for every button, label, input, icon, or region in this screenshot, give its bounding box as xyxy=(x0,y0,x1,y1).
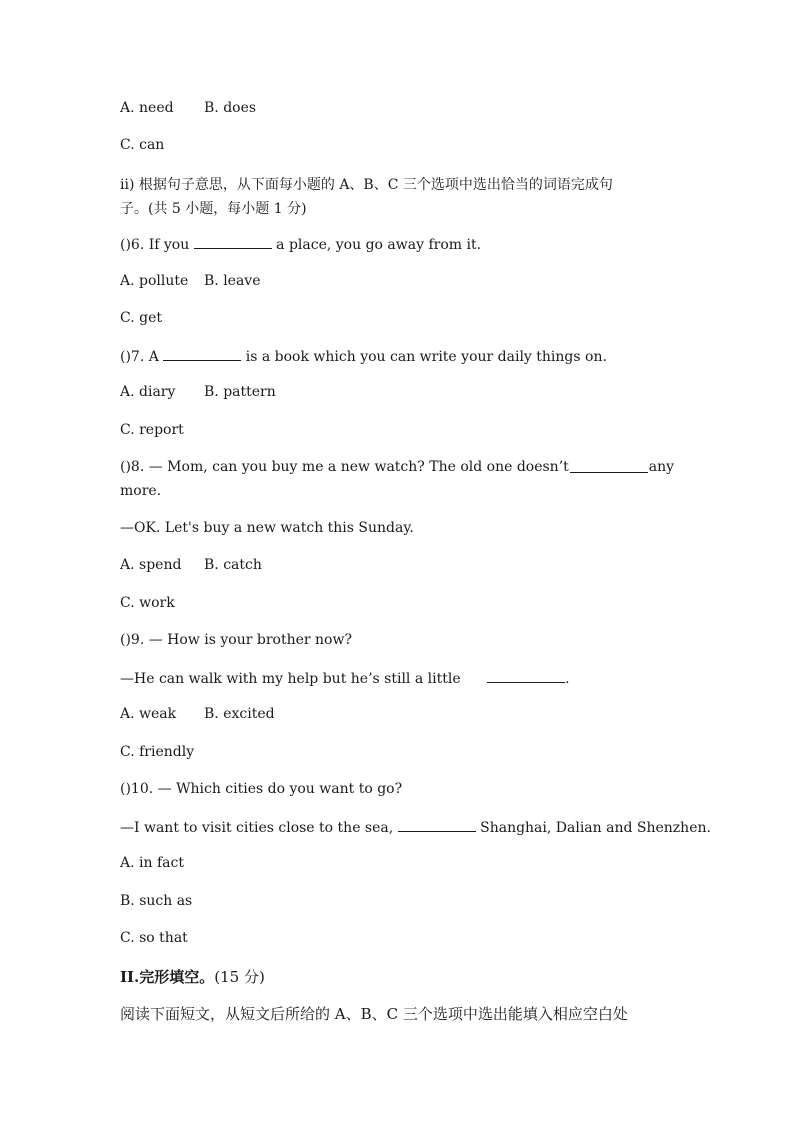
option-row xyxy=(120,273,261,289)
question-9-reply xyxy=(120,669,570,687)
option-row xyxy=(120,557,262,573)
question-text: is a book which you can write your daily things on. xyxy=(245,349,607,365)
option-c: C. can xyxy=(120,137,165,153)
option-b: B. such as xyxy=(120,893,193,909)
question-10-reply xyxy=(120,818,711,836)
section-score: (15 分) xyxy=(214,968,265,986)
question-text: ()6. If you xyxy=(120,237,190,253)
question-6 xyxy=(120,235,481,253)
question-9: ()9. — How is your brother now? xyxy=(120,632,352,648)
answer-blank xyxy=(487,669,565,683)
option-a: A. spend xyxy=(120,557,182,573)
section-ii-instruction-line2: 子。(共 5 小题，每小题 1 分) xyxy=(120,201,307,217)
question-text: —He can walk with my help but he’s still a little xyxy=(120,671,461,687)
answer-blank xyxy=(194,235,272,249)
option-row xyxy=(120,706,275,722)
option-b: B. does xyxy=(204,100,257,116)
question-8 xyxy=(120,459,674,475)
option-a: A. weak xyxy=(120,706,177,722)
question-text: —I want to visit cities close to the sea, xyxy=(120,820,394,836)
answer-blank xyxy=(398,818,476,832)
option-row xyxy=(120,100,257,116)
option-b: B. leave xyxy=(204,273,261,289)
option-row xyxy=(120,384,276,400)
question-10: ()10. — Which cities do you want to go? xyxy=(120,781,403,797)
question-text: . xyxy=(565,671,570,687)
option-a: A. pollute xyxy=(120,273,189,289)
question-text: ()8. — Mom, can you buy me a new watch? The old one doesn’t xyxy=(120,459,569,475)
question-7 xyxy=(120,347,607,365)
option-c: C. work xyxy=(120,595,175,611)
option-a: A. diary xyxy=(120,384,176,400)
option-c: C. get xyxy=(120,310,162,326)
section-heading xyxy=(120,966,265,987)
question-text: Shanghai, Dalian and Shenzhen. xyxy=(480,820,711,836)
answer-blank xyxy=(163,347,241,361)
section-ii-instruction-line1: ii) 根据句子意思，从下面每小题的 A、B、C 三个选项中选出恰当的词语完成句 xyxy=(120,177,613,193)
option-c: C. friendly xyxy=(120,744,195,760)
question-8-reply: —OK. Let's buy a new watch this Sunday. xyxy=(120,520,414,536)
question-text: any xyxy=(648,459,674,475)
question-8-continued: more. xyxy=(120,483,162,499)
option-a: A. in fact xyxy=(120,855,184,871)
option-b: B. pattern xyxy=(204,384,276,400)
question-text: ()7. A xyxy=(120,349,159,365)
section-intro: 阅读下面短文，从短文后所给的 A、B、C 三个选项中选出能填入相应空白处 xyxy=(120,1005,628,1023)
option-c: C. so that xyxy=(120,930,188,946)
answer-blank xyxy=(570,459,648,473)
option-c: C. report xyxy=(120,422,184,438)
question-text: a place, you go away from it. xyxy=(276,237,482,253)
option-b: B. catch xyxy=(204,557,262,573)
option-a: A. need xyxy=(120,100,174,116)
section-title: II.完形填空。 xyxy=(120,968,215,986)
option-b: B. excited xyxy=(204,706,275,722)
